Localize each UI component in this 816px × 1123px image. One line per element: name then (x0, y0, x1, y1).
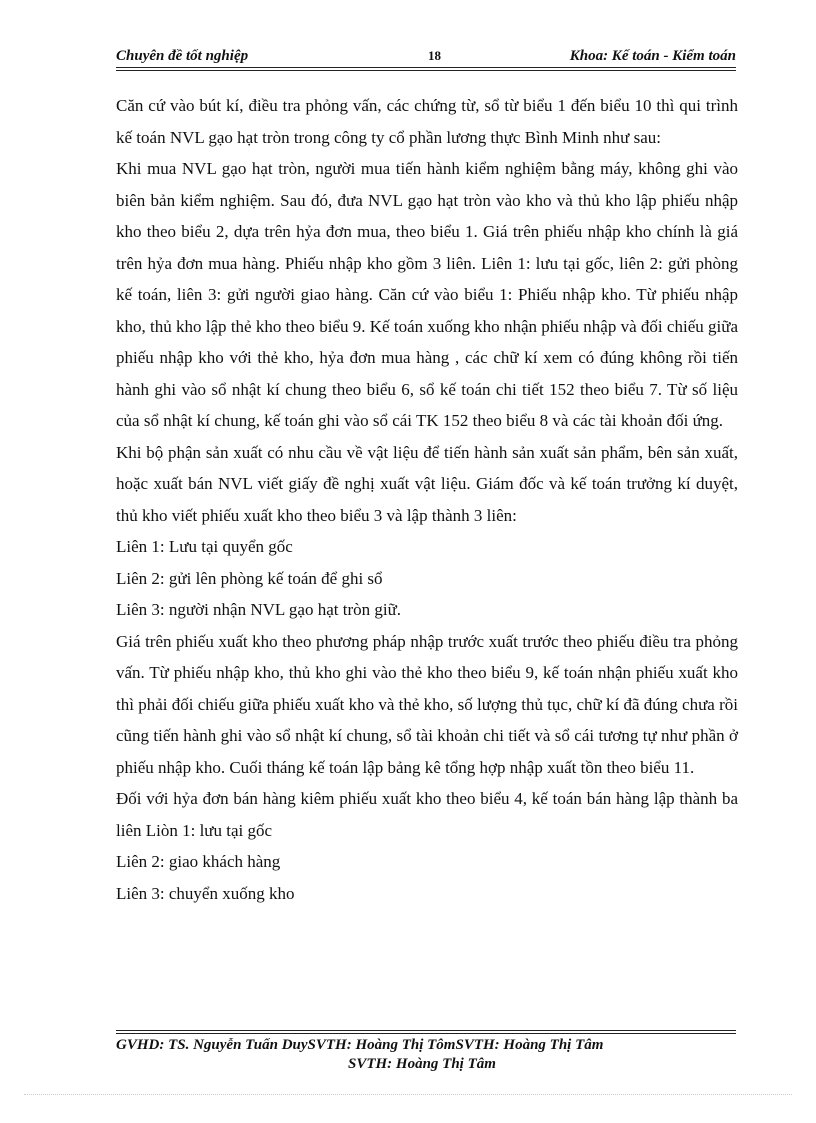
paragraph-sales-invoice: Đối với hỷa đơn bán hàng kiêm phiếu xuất kho theo biểu 4, kế toán bán hàng lập thành ba liên Liòn 1: lưu tại gốc (116, 789, 738, 840)
footer-line-1: GVHD: TS. Nguyễn Tuấn DuySVTH: Hoàng Thị TômSVTH: Hoàng Thị Tâm (116, 1037, 604, 1053)
page-footer (116, 1036, 736, 1074)
paragraph-intro: Căn cứ vào bút kí, điều tra phỏng vấn, các chứng từ, sổ từ biểu 1 đến biểu 10 thì qui trình kế toán NVL gạo hạt tròn trong công ty cổ phần lương thực Bình Minh như sau: (116, 96, 738, 147)
header-title: Chuyên đề tốt nghiệp (116, 48, 249, 64)
page-header (116, 48, 736, 68)
list-item-invoice-copy-2: Liên 2: giao khách hàng (116, 852, 281, 871)
document-body (116, 90, 738, 909)
header-department: Khoa: Kế toán - Kiểm toán (569, 48, 736, 64)
paragraph-purchase: Khi mua NVL gạo hạt tròn, người mua tiến hành kiểm nghiệm bằng máy, không ghi vào biên bản kiểm nghiệm. Sau đó, đưa NVL gạo hạt tròn vào kho và thủ kho lập phiếu nhập kho theo biểu 2, dựa trên hỷa đơn mua, theo biểu 1. Giá trên phiếu nhập kho chính là giá trên hỷa đơn mua hàng. Phiếu nhập kho gồm 3 liên. Liên 1: lưu tại gốc, liên 2: gửi phòng kế toán, liên 3: gửi người giao hàng. Căn cứ vào biểu 1: Phiếu nhập kho. Từ phiếu nhập kho, thủ kho lập thẻ kho theo biểu 9. Kế toán xuống kho nhận phiếu nhập và đối chiếu giữa phiếu nhập kho với thẻ kho, hỷa đơn mua hàng , các chữ kí xem có đúng không rồi tiến hành ghi vào sổ nhật kí chung theo biểu 6, sổ kế toán chi tiết 152 theo biểu 7. Từ số liệu của sổ nhật kí chung, kế toán ghi vào sổ cái TK 152 theo biểu 8 và các tài khoản đối ứng. (116, 159, 738, 430)
list-item-invoice-copy-3: Liên 3: chuyển xuống kho (116, 883, 295, 903)
paragraph-production: Khi bộ phận sản xuất có nhu cầu về vật liệu để tiến hành sản xuất sản phẩm, bên sản xuất, hoặc xuất bán NVL viết giấy đề nghị xuất vật liệu. Giám đốc và kế toán trưởng kí duyệt, thủ kho viết phiếu xuất kho theo biểu 3 và lập thành 3 liên: (116, 442, 738, 525)
header-divider (116, 67, 736, 71)
page-bottom-border (24, 1094, 792, 1095)
list-item-copy-1: Liên 1: Lưu tại quyển gốc (116, 537, 293, 556)
list-item-copy-3: Liên 3: người nhận NVL gạo hạt tròn giữ. (116, 600, 402, 619)
page-number: 18 (428, 48, 441, 63)
footer-line-2: SVTH: Hoàng Thị Tâm (348, 1056, 496, 1072)
list-item-copy-2: Liên 2: gửi lên phòng kế toán để ghi sổ (116, 568, 383, 588)
paragraph-pricing: Giá trên phiếu xuất kho theo phương pháp nhập trước xuất trước theo phiếu điều tra phỏng vấn. Từ phiếu nhập kho, thủ kho ghi vào thẻ kho theo biểu 9, kế toán nhận phiếu xuất kho thì phải đối chiếu giữa phiếu xuất kho và thẻ kho, số lượng thủ tục, chữ kí đã đúng chưa rồi cũng tiến hành ghi vào sổ nhật kí chung, sổ tài khoản chi tiết và sổ cái tương tự như phần ở phiếu nhập kho. Cuối tháng kế toán lập bảng kê tổng hợp nhập xuất tồn theo biểu 11. (116, 631, 738, 777)
footer-divider (116, 1030, 736, 1034)
